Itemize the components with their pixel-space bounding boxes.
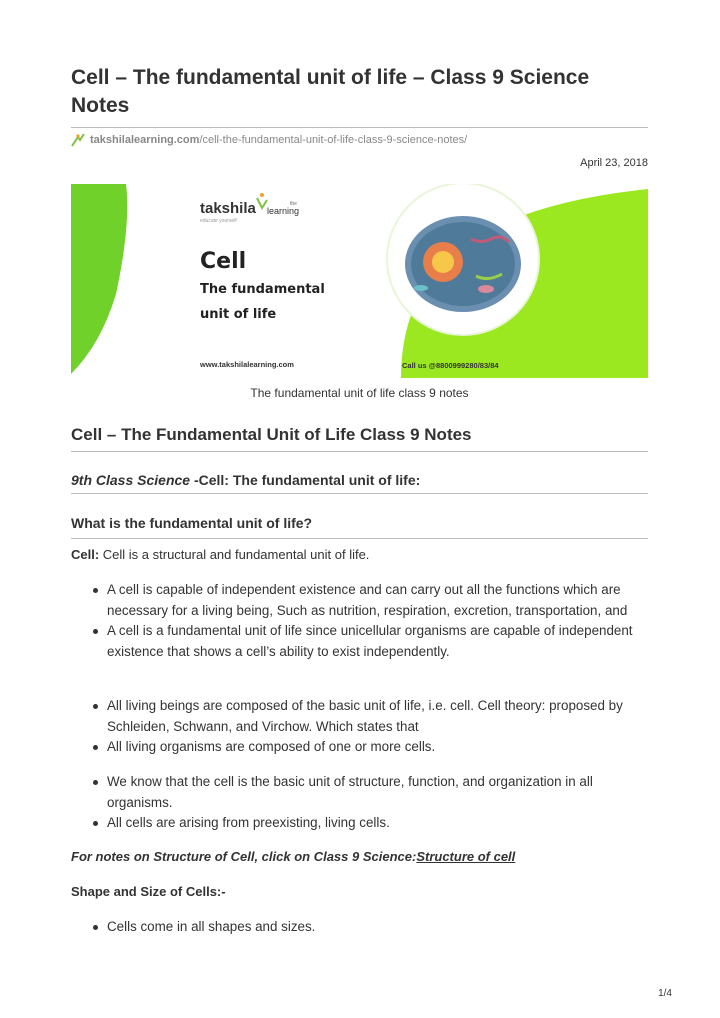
source-url[interactable]: [71, 133, 467, 147]
svg-text:takshila: takshila: [200, 200, 256, 217]
list-item: Cells come in all shapes and sizes.: [107, 917, 648, 938]
sub-heading-rest: -Cell: The fundamental unit of life:: [190, 472, 421, 488]
definition-text: Cell is a structural and fundamental unit of life.: [99, 547, 370, 562]
cell-illustration-icon: [405, 216, 521, 312]
structure-notes-line: [71, 847, 515, 867]
section-heading: Cell – The Fundamental Unit of Life Class 9 Notes: [71, 425, 472, 444]
bullet-list-3: [71, 772, 648, 834]
cell-definition: [71, 545, 369, 565]
structure-of-cell-link[interactable]: Structure of cell: [416, 849, 516, 864]
banner-line-2: The fundamental: [200, 282, 325, 297]
source-path: /cell-the-fundamental-unit-of-life-class-9-science-notes/: [199, 134, 468, 146]
list-item: All cells are arising from preexisting, living cells.: [107, 813, 648, 834]
source-domain: takshilalearning.com: [90, 134, 200, 146]
post-date: April 23, 2018: [580, 157, 648, 169]
list-item: A cell is a fundamental unit of life since unicellular organisms are capable of independent existence that shows a cell’s ability to exist independently.: [107, 621, 648, 662]
page-title: Cell – The fundamental unit of life – Class 9 Science Notes: [71, 66, 590, 117]
bullet-list-4: [71, 917, 648, 938]
bullet-list-1: [71, 580, 648, 662]
section-divider: [71, 451, 648, 452]
question-divider: [71, 538, 648, 539]
list-item: All living organisms are composed of one or more cells.: [107, 737, 648, 758]
svg-text:learning: learning: [267, 206, 300, 216]
banner-website: www.takshilalearning.com: [200, 360, 294, 369]
list-item: A cell is capable of independent existence and can carry out all the functions which are necessary for a living being, Such as nutrition, respiration, excretion, transportation, and: [107, 580, 648, 621]
sub-heading-italic: 9th Class Science: [71, 472, 191, 488]
banner-line-3: unit of life: [200, 307, 277, 322]
banner-line-1: Cell: [200, 249, 247, 274]
hero-banner: [71, 184, 648, 378]
list-item: We know that the cell is the basic unit of structure, function, and organization in all organisms.: [107, 772, 648, 813]
list-item: All living beings are composed of the basic unit of life, i.e. cell. Cell theory: proposed by Schleiden, Schwann, and Virchow. Which states that: [107, 696, 648, 737]
banner-phone: Call us @8800999280/83/84: [402, 361, 499, 370]
svg-text:educate yourself: educate yourself: [200, 218, 237, 224]
sub-divider: [71, 493, 648, 494]
page-number: 1/4: [658, 988, 672, 999]
banner-graphic: [71, 184, 648, 378]
definition-label: Cell:: [71, 547, 100, 562]
sub-heading: [71, 472, 420, 488]
bullet-list-2: [71, 696, 648, 758]
image-caption: The fundamental unit of life class 9 notes: [250, 386, 469, 400]
notes-text: For notes on Structure of Cell, click on Class 9 Science:: [71, 849, 417, 864]
site-logo-icon: [71, 133, 85, 147]
question-heading: What is the fundamental unit of life?: [71, 515, 313, 531]
title-divider: [71, 127, 648, 128]
shape-size-heading: Shape and Size of Cells:-: [71, 884, 226, 899]
svg-text:the: the: [290, 201, 297, 207]
